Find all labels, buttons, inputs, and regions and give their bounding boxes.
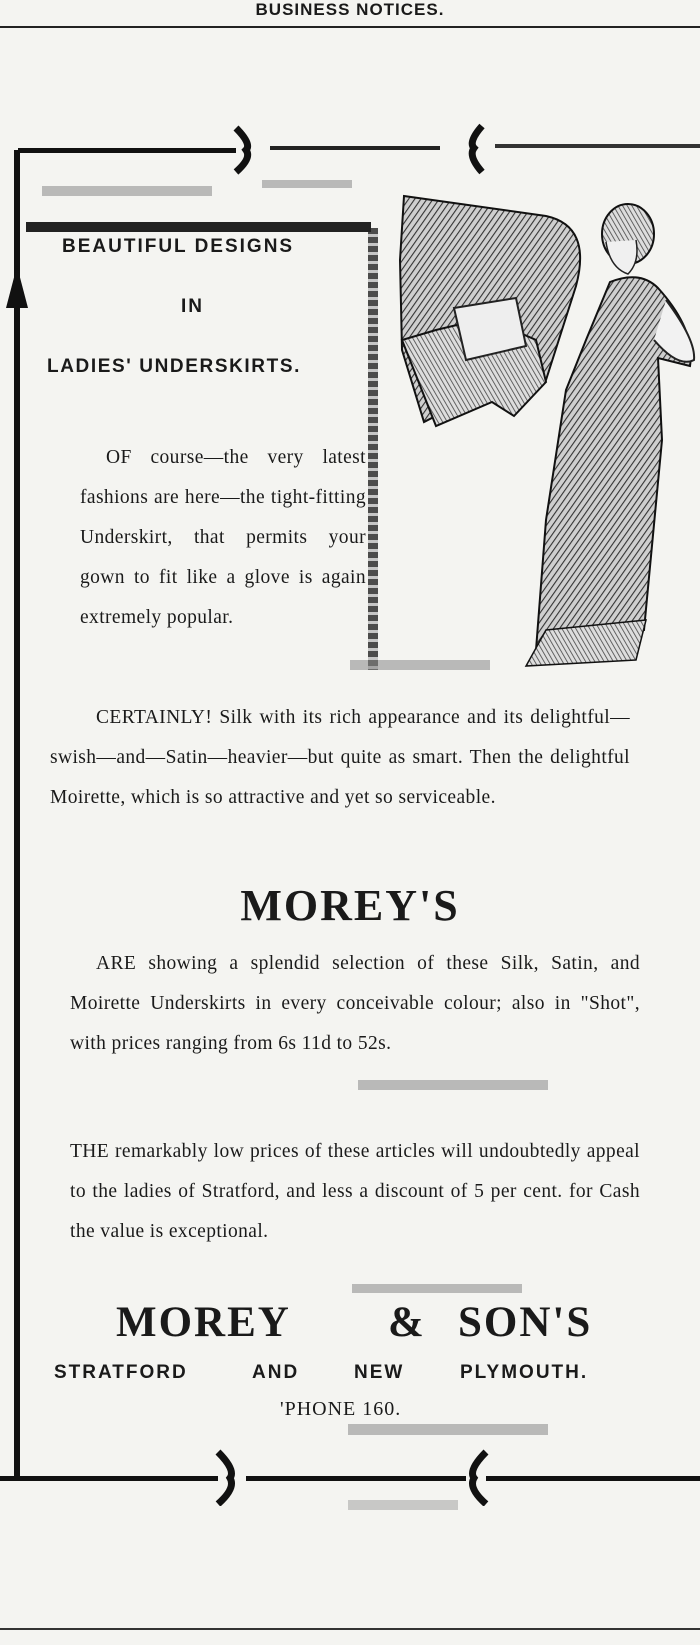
print-smudge xyxy=(352,1284,522,1293)
box-top-rule xyxy=(26,222,371,232)
top-border xyxy=(0,118,700,178)
woman-underskirt-illustration xyxy=(396,190,700,680)
bracket-left-icon xyxy=(472,126,482,172)
prices-paragraph: THE remarkably low prices of these articles will undoubtedly appeal to the ladies of Stratford, and less a discount of 5 per cent. for Cash the value is exceptional. xyxy=(70,1141,640,1242)
location-3: NEW xyxy=(354,1362,405,1383)
firm-name-ampersand: & xyxy=(388,1299,424,1346)
print-smudge xyxy=(262,180,352,188)
header-rule xyxy=(0,26,700,28)
bottom-border xyxy=(0,1440,700,1506)
headline-line-1: BEAUTIFUL DESIGNS xyxy=(62,236,295,257)
bracket-left-icon xyxy=(473,1452,487,1504)
firm-name-right: SON'S xyxy=(458,1299,593,1346)
bracket-right-icon xyxy=(218,1452,232,1504)
section-header: BUSINESS NOTICES. xyxy=(255,0,445,19)
headline-line-3: LADIES' UNDERSKIRTS. xyxy=(47,356,301,377)
left-border xyxy=(14,150,20,1480)
print-smudge xyxy=(350,660,490,670)
bracket-right-icon xyxy=(236,128,248,172)
print-smudge xyxy=(358,1080,548,1090)
arrow-up-icon xyxy=(2,262,32,312)
intro-paragraph: OF course—the very latest fashions are here—the tight-fitting Underskirt, that permits your gown to fit like a glove is again extremely popular. xyxy=(80,447,366,628)
showing-paragraph: ARE showing a splendid selection of these Silk, Satin, and Moirette Underskirts in every conceivable colour; also in "Shot", with prices ranging from 6s 11d to 52s. xyxy=(70,953,640,1054)
print-smudge xyxy=(42,186,212,196)
print-smudge xyxy=(348,1500,458,1510)
location-1: STRATFORD xyxy=(54,1362,188,1383)
page-bottom-rule xyxy=(0,1628,700,1630)
print-smudge xyxy=(348,1424,548,1435)
firm-name-left: MOREY xyxy=(116,1299,291,1346)
location-4: PLYMOUTH. xyxy=(460,1362,589,1383)
box-right-rule xyxy=(368,228,378,670)
headline-line-2: IN xyxy=(181,296,204,317)
shop-heading: MOREY'S xyxy=(240,881,460,930)
phone-number: 'PHONE 160. xyxy=(280,1398,402,1420)
location-2: AND xyxy=(252,1362,300,1383)
certainly-paragraph: CERTAINLY! Silk with its rich appearance and its delightful—swish—and—Satin—heavier—but quite as smart. Then the delightful Moirette, which is so attractive and yet so serviceable. xyxy=(50,707,630,808)
